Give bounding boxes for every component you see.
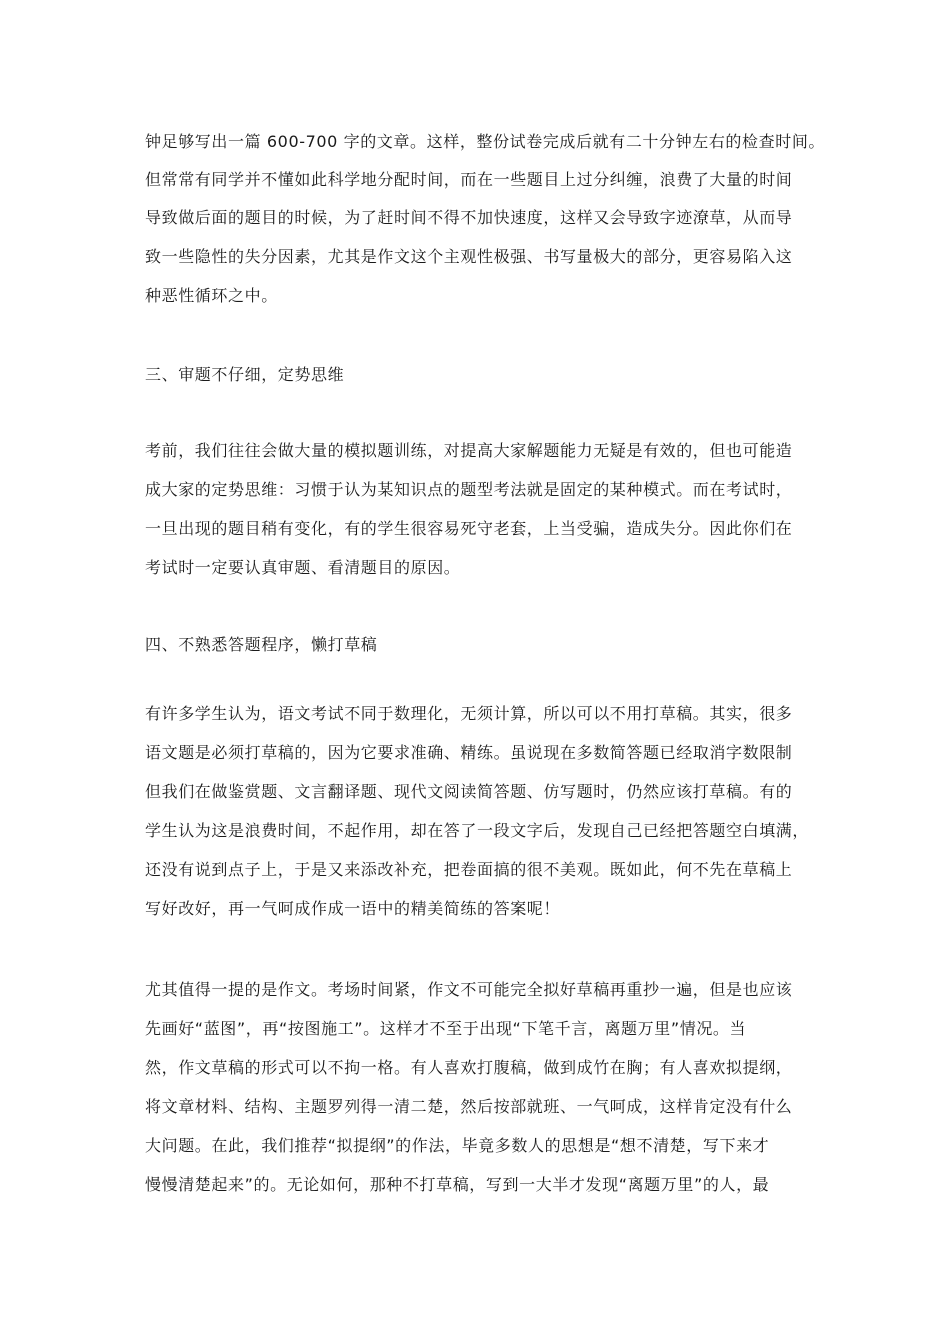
paragraph-line: 但常常有同学并不懂如此科学地分配时间，而在一些题目上过分纠缠，浪费了大量的时间: [145, 170, 793, 189]
paragraph-line: 尤其值得一提的是作文。考场时间紧，作文不可能完全拟好草稿再重抄一遍，但是也应该: [145, 980, 793, 999]
paragraph-line: 先画好“蓝图”，再“按图施工”。这样才不至于出现“下笔千言，离题万里”情况。当: [145, 1019, 747, 1038]
paragraph-line: 有许多学生认为，语文考试不同于数理化，无须计算，所以可以不用打草稿。其实，很多: [145, 704, 793, 723]
paragraph-line: 将文章材料、结构、主题罗列得一清二楚，然后按部就班、一气呵成，这样肯定没有什么: [145, 1097, 793, 1116]
paragraph-line: 导致做后面的题目的时候，为了赶时间不得不加快速度，这样又会导致字迹潦草，从而导: [145, 208, 793, 227]
paragraph-line: 致一些隐性的失分因素，尤其是作文这个主观性极强、书写量极大的部分，更容易陷入这: [145, 247, 793, 266]
paragraph-line: 考试时一定要认真审题、看清题目的原因。: [145, 558, 461, 577]
paragraph-line: 大问题。在此，我们推荐“拟提纲”的作法，毕竟多数人的思想是“想不清楚，写下来才: [145, 1136, 770, 1155]
paragraph-line: 学生认为这是浪费时间，不起作用，却在答了一段文字后，发现自己已经把答题空白填满，: [145, 821, 810, 840]
section-heading: 四、不熟悉答题程序，懒打草稿: [145, 635, 378, 654]
paragraph-line: 钟足够写出一篇 600-700 字的文章。这样，整份试卷完成后就有二十分钟左右的检查时间。: [145, 132, 826, 151]
paragraph-line: 还没有说到点子上，于是又来添改补充，把卷面搞的很不美观。既如此，何不先在草稿上: [145, 860, 793, 879]
paragraph-line: 写好改好，再一气呵成作成一语中的精美简练的答案呢！: [145, 899, 561, 918]
paragraph-line: 语文题是必须打草稿的，因为它要求准确、精练。虽说现在多数简答题已经取消字数限制: [145, 743, 793, 762]
section-heading: 三、审题不仔细，定势思维: [145, 365, 345, 384]
paragraph-line: 然，作文草稿的形式可以不拘一格。有人喜欢打腹稿，做到成竹在胸；有人喜欢拟提纲，: [145, 1058, 793, 1077]
paragraph-line: 考前，我们往往会做大量的模拟题训练，对提高大家解题能力无疑是有效的，但也可能造: [145, 441, 793, 460]
paragraph-line: 一旦出现的题目稍有变化，有的学生很容易死守老套，上当受骗，造成失分。因此你们在: [145, 519, 793, 538]
paragraph-line: 成大家的定势思维：习惯于认为某知识点的题型考法就是固定的某种模式。而在考试时，: [145, 480, 793, 499]
paragraph-line: 但我们在做鉴赏题、文言翻译题、现代文阅读简答题、仿写题时，仍然应该打草稿。有的: [145, 782, 793, 801]
paragraph-line: 种恶性循环之中。: [145, 286, 278, 305]
paragraph-line: 慢慢清楚起来”的。无论如何，那种不打草稿，写到一大半才发现“离题万里”的人，最: [145, 1175, 770, 1194]
